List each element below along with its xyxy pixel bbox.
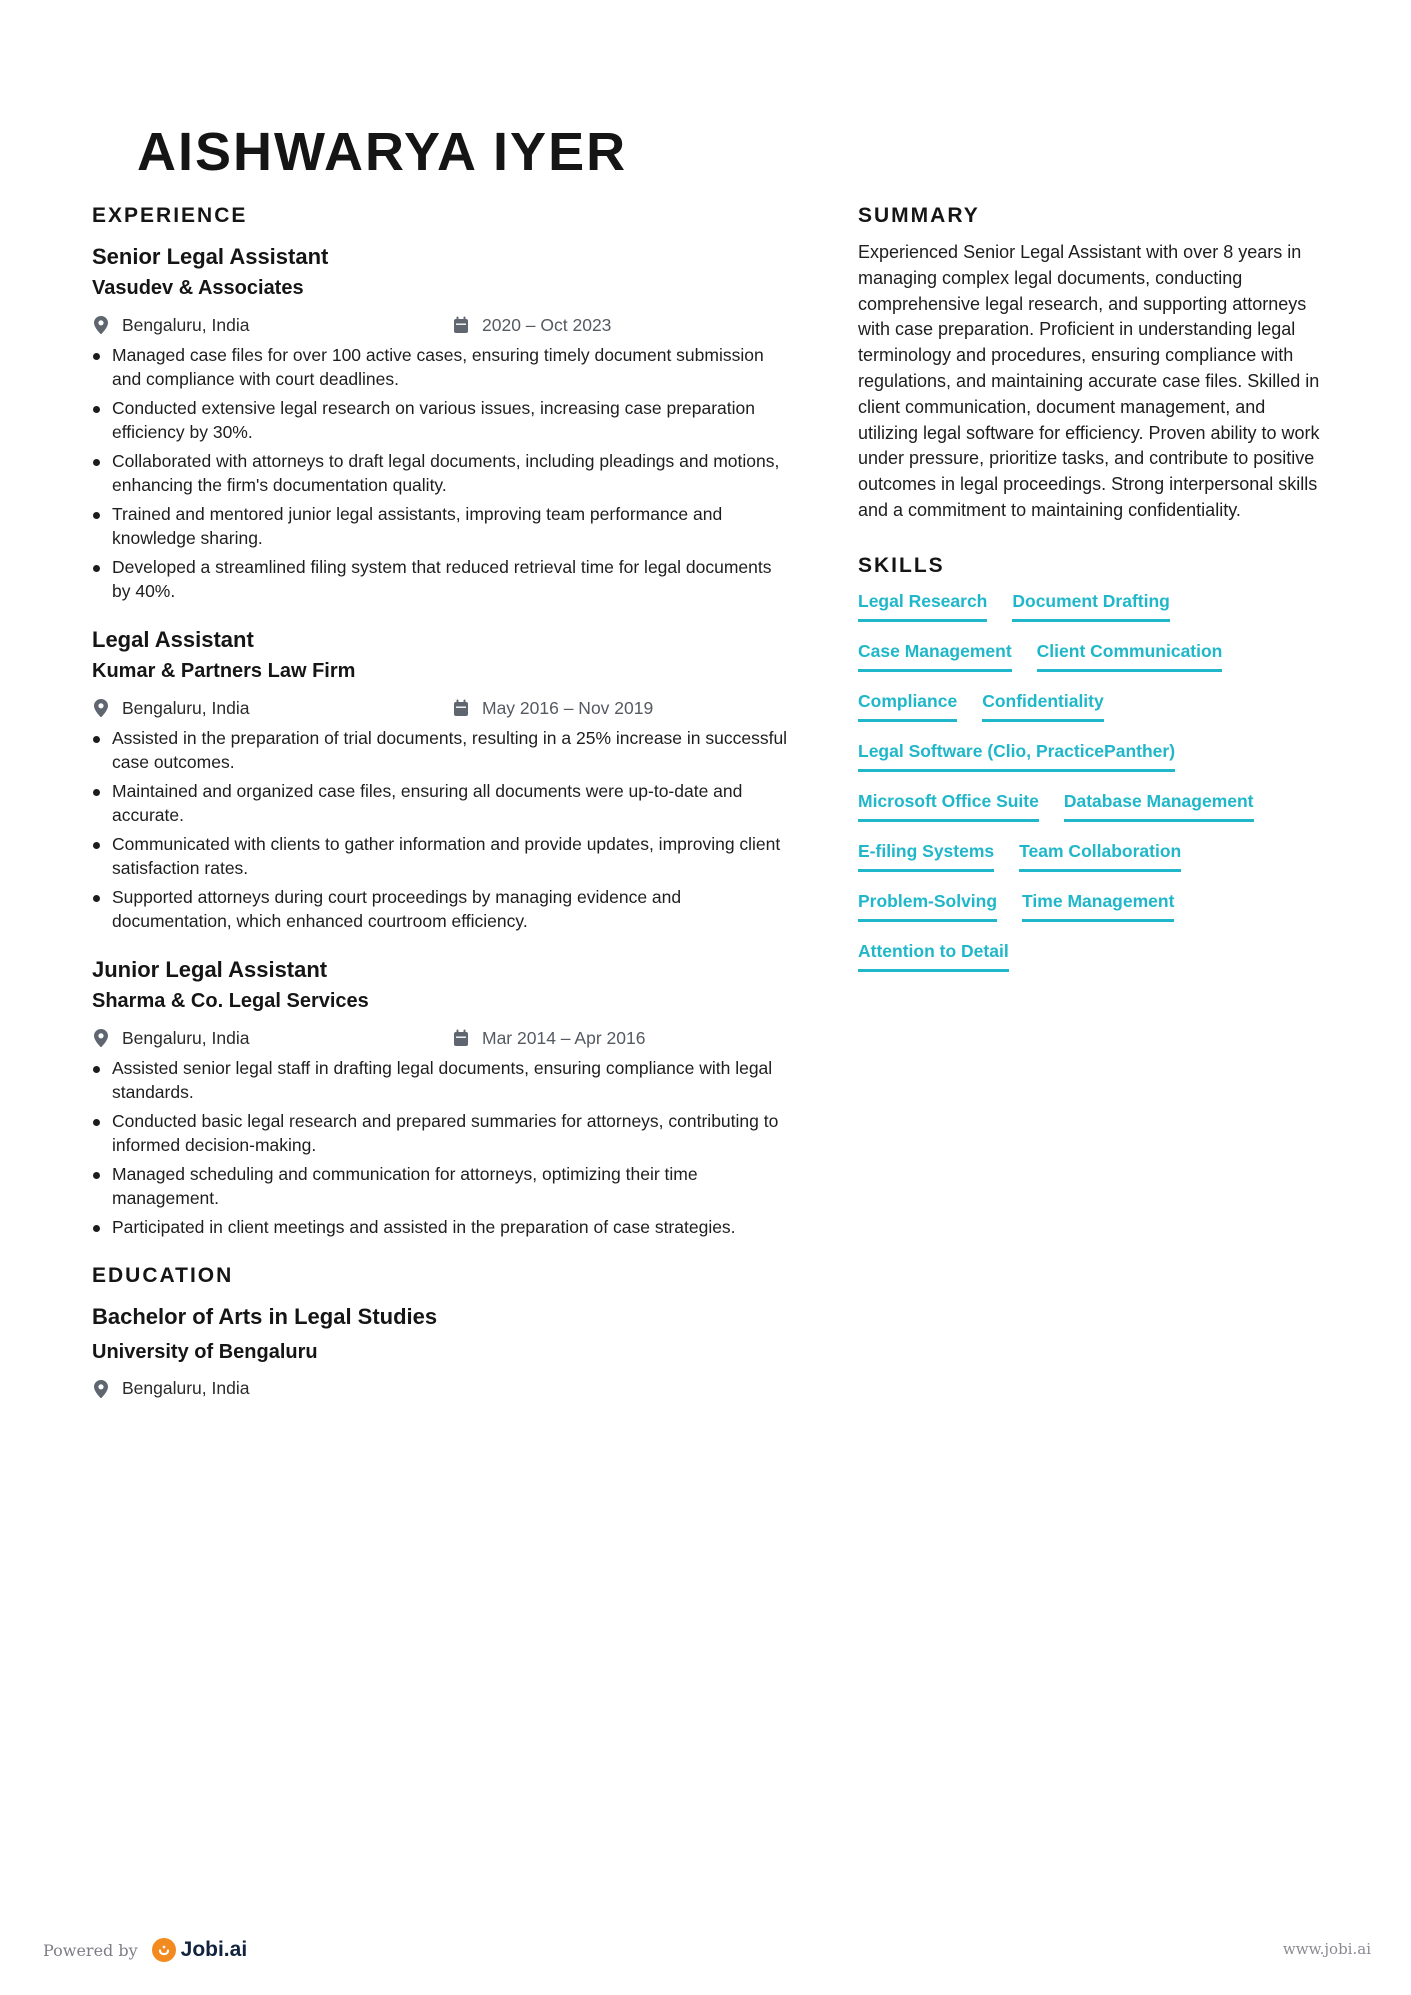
bullet-item xyxy=(92,727,792,774)
bullet-text: Managed scheduling and communication for attorneys, optimizing their time management. xyxy=(112,1164,698,1208)
skill-tag: Microsoft Office Suite xyxy=(858,786,1039,822)
bullet-text: Assisted senior legal staff in drafting legal documents, ensuring compliance with legal standards. xyxy=(112,1058,773,1102)
bullet-text: Conducted basic legal research and prepared summaries for attorneys, contributing to informed decision-making. xyxy=(112,1111,779,1155)
bullet-item xyxy=(92,1163,792,1210)
job-meta xyxy=(92,1025,792,1051)
skill-tag: Compliance xyxy=(858,686,957,722)
job-dates xyxy=(452,315,611,336)
education-school: University of Bengaluru xyxy=(92,1340,318,1363)
experience-entry xyxy=(92,242,792,603)
bullet-text: Assisted in the preparation of trial documents, resulting in a 25% increase in successful case outcomes. xyxy=(112,728,788,772)
location-pin-icon xyxy=(92,698,110,718)
right-column xyxy=(858,202,1328,986)
bullet-item xyxy=(92,1110,792,1157)
bullet-dot-icon xyxy=(93,353,100,360)
job-company: Sharma & Co. Legal Services xyxy=(92,990,369,1012)
calendar-icon xyxy=(452,1028,470,1048)
bullet-item xyxy=(92,556,792,603)
bullet-text: Developed a streamlined filing system that reduced retrieval time for legal documents by 40%. xyxy=(112,557,772,601)
job-location xyxy=(92,315,452,336)
skills-heading: SKILLS xyxy=(858,553,945,577)
bullet-text: Conducted extensive legal research on various issues, increasing case preparation efficiency by 30%. xyxy=(112,398,756,442)
job-bullets xyxy=(92,727,792,933)
bullet-item xyxy=(92,780,792,827)
job-title: Legal Assistant xyxy=(92,627,254,652)
bullet-dot-icon xyxy=(93,1066,100,1073)
skill-tag: Team Collaboration xyxy=(1019,836,1181,872)
job-location-text: Bengaluru, India xyxy=(122,697,250,718)
education-degree: Bachelor of Arts in Legal Studies xyxy=(92,1303,438,1329)
experience-heading: EXPERIENCE xyxy=(92,204,248,227)
left-column xyxy=(92,202,792,1402)
bullet-item xyxy=(92,450,792,497)
bullet-dot-icon xyxy=(93,842,100,849)
bullet-item xyxy=(92,397,792,444)
location-pin-icon xyxy=(92,1028,110,1048)
calendar-icon xyxy=(452,698,470,718)
job-company: Kumar & Partners Law Firm xyxy=(92,660,356,682)
bullet-item xyxy=(92,503,792,550)
bullet-text: Supported attorneys during court proceedings by managing evidence and documentation, which enhanced courtroom efficiency. xyxy=(112,887,682,931)
job-dates-text: Mar 2014 – Apr 2016 xyxy=(482,1027,646,1048)
skill-tag: Client Communication xyxy=(1037,636,1223,672)
job-bullets xyxy=(92,1057,792,1240)
job-location xyxy=(92,1028,452,1049)
job-company: Vasudev & Associates xyxy=(92,277,304,299)
summary-heading: SUMMARY xyxy=(858,204,980,227)
job-dates-text: May 2016 – Nov 2019 xyxy=(482,697,654,718)
skill-tag: Case Management xyxy=(858,636,1012,672)
skill-tag: Legal Software (Clio, PracticePanther) xyxy=(858,736,1175,772)
bullet-item xyxy=(92,1216,792,1240)
education-meta xyxy=(92,1376,792,1402)
skills-list xyxy=(858,586,1298,986)
job-meta xyxy=(92,695,792,721)
job-dates xyxy=(452,1028,645,1049)
bullet-item xyxy=(92,833,792,880)
footer-url[interactable]: www.jobi.ai xyxy=(1282,1940,1371,1958)
location-pin-icon xyxy=(92,1379,110,1399)
job-meta xyxy=(92,312,792,338)
bullet-item xyxy=(92,886,792,933)
bullet-text: Managed case files for over 100 active cases, ensuring timely document submission and compliance with court deadlines. xyxy=(112,345,764,389)
job-title: Junior Legal Assistant xyxy=(92,957,328,982)
bullet-text: Communicated with clients to gather information and provide updates, improving client satisfaction rates. xyxy=(112,834,781,878)
skill-tag: Document Drafting xyxy=(1012,586,1170,622)
bullet-dot-icon xyxy=(93,736,100,743)
skill-tag: Time Management xyxy=(1022,886,1174,922)
experience-entry xyxy=(92,955,792,1240)
skill-tag: Database Management xyxy=(1064,786,1254,822)
bullet-dot-icon xyxy=(93,789,100,796)
education-location xyxy=(92,1378,452,1399)
bullet-text: Collaborated with attorneys to draft legal documents, including pleadings and motions, enhancing the firm's documentation quality. xyxy=(112,451,780,495)
candidate-name: AISHWARYA IYER xyxy=(137,122,628,182)
job-title: Senior Legal Assistant xyxy=(92,244,329,269)
bullet-dot-icon xyxy=(93,895,100,902)
location-pin-icon xyxy=(92,315,110,335)
bullet-text: Trained and mentored junior legal assistants, improving team performance and knowledge sharing. xyxy=(112,504,723,548)
skill-tag: Legal Research xyxy=(858,586,987,622)
bullet-dot-icon xyxy=(93,406,100,413)
skill-tag: Confidentiality xyxy=(982,686,1104,722)
summary-text: Experienced Senior Legal Assistant with over 8 years in managing complex legal documents, conducting comprehensive legal research, and supporting attorneys with case preparation. Proficient in understanding legal terminology and procedures, ensuring compliance with regulations, and maintaining accurate case files. Skilled in client communication, document management, and utilizing legal software for efficiency. Proven ability to work under pressure, prioritize tasks, and contribute to positive outcomes in legal proceedings. Strong interpersonal skills and a commitment to maintaining confidentiality. xyxy=(858,242,1320,520)
skill-tag: Attention to Detail xyxy=(858,936,1009,972)
bullet-text: Maintained and organized case files, ensuring all documents were up-to-date and accurate. xyxy=(112,781,743,825)
jobi-logo-text: Jobi.ai xyxy=(180,1938,248,1961)
bullet-item xyxy=(92,1057,792,1104)
calendar-icon xyxy=(452,315,470,335)
bullet-dot-icon xyxy=(93,1225,100,1232)
bullet-dot-icon xyxy=(93,512,100,519)
education-location-text: Bengaluru, India xyxy=(122,1378,250,1398)
bullet-dot-icon xyxy=(93,1172,100,1179)
bullet-item xyxy=(92,344,792,391)
job-dates xyxy=(452,698,653,719)
powered-by-text: Powered by xyxy=(43,1940,138,1960)
bullet-dot-icon xyxy=(93,565,100,572)
skill-tag: E-filing Systems xyxy=(858,836,994,872)
bullet-text: Participated in client meetings and assisted in the preparation of case strategies. xyxy=(112,1217,736,1237)
education-heading: EDUCATION xyxy=(92,1263,234,1287)
bullet-dot-icon xyxy=(93,1119,100,1126)
job-location-text: Bengaluru, India xyxy=(122,314,250,335)
powered-by xyxy=(43,1938,247,1962)
jobi-logo-icon xyxy=(152,1938,176,1962)
job-location xyxy=(92,698,452,719)
education-section xyxy=(92,1262,792,1402)
skill-tag: Problem-Solving xyxy=(858,886,997,922)
jobi-logo[interactable] xyxy=(152,1938,248,1962)
experience-entry xyxy=(92,625,792,933)
bullet-dot-icon xyxy=(93,459,100,466)
job-dates-text: 2020 – Oct 2023 xyxy=(482,314,612,335)
job-location-text: Bengaluru, India xyxy=(122,1027,250,1048)
job-bullets xyxy=(92,344,792,603)
